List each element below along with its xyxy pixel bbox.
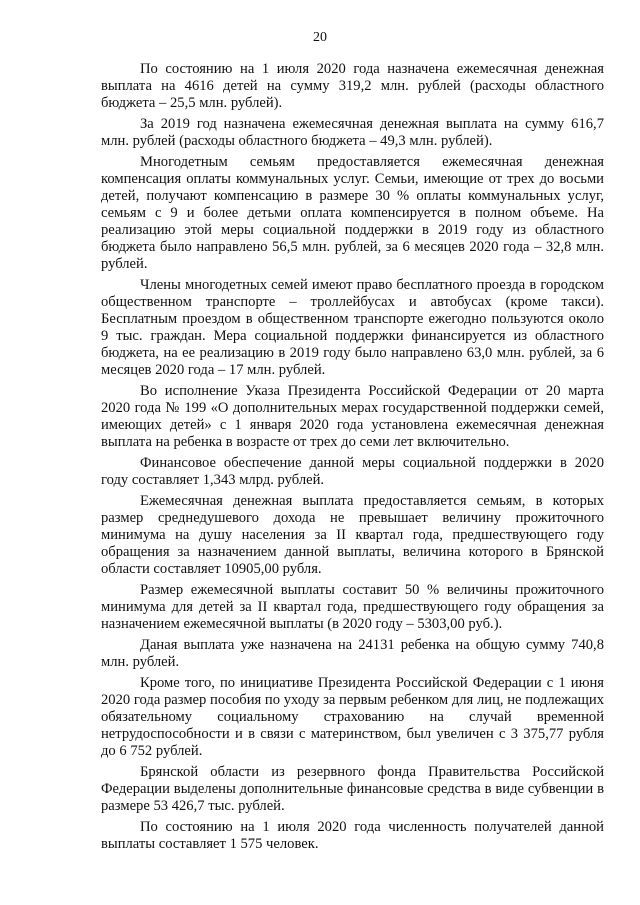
- paragraph-1: По состоянию на 1 июля 2020 года назначена ежемесячная денежная выплата на 4616 детей на сумму 319,2 млн. рублей (расходы областного бюджета – 25,5 млн. рублей).: [101, 61, 604, 111]
- paragraph-6: Финансовое обеспечение данной меры социальной поддержки в 2020 году составляет 1,343 млрд. рублей.: [101, 455, 604, 488]
- paragraph-11: Брянской области из резервного фонда Правительства Российской Федерации выделены дополнительные финансовые средства в виде субвенции в размере 53 426,7 тыс. рублей.: [101, 764, 604, 814]
- paragraph-12: По состоянию на 1 июля 2020 года численность получателей данной выплаты составляет 1 575 человек.: [101, 819, 604, 852]
- paragraph-9: Даная выплата уже назначена на 24131 ребенка на общую сумму 740,8 млн. рублей.: [101, 637, 604, 670]
- document-body: [101, 61, 604, 853]
- paragraph-7: Ежемесячная денежная выплата предоставляется семьям, в которых размер среднедушевого дохода не превышает величину прожиточного минимума на душу населения за II квартал года, предшествующего году обращения за назначением данной выплаты, величина которого в Брянской области составляет 10905,00 рубля.: [101, 493, 604, 577]
- paragraph-5: Во исполнение Указа Президента Российской Федерации от 20 марта 2020 года № 199 «О дополнительных мерах государственной поддержки семей, имеющих детей» с 1 января 2020 года установлена ежемесячная денежная выплата на ребенка в возрасте от трех до семи лет включительно.: [101, 383, 604, 450]
- paragraph-2: За 2019 год назначена ежемесячная денежная выплата на сумму 616,7 млн. рублей (расходы областного бюджета – 49,3 млн. рублей).: [101, 116, 604, 149]
- paragraph-8: Размер ежемесячной выплаты составит 50 % величины прожиточного минимума для детей за II квартал года, предшествующего году обращения за назначением ежемесячной выплаты (в 2020 году – 5303,00 руб.).: [101, 582, 604, 632]
- paragraph-3: Многодетным семьям предоставляется ежемесячная денежная компенсация оплаты коммунальных услуг. Семьи, имеющие от трех до восьми детей, получают компенсацию в размере 30 % оплаты коммунальных услуг, семьям с 9 и более детьми оплата компенсируется в полном объеме. На реализацию этой меры социальной поддержки в 2019 году из областного бюджета было направлено 56,5 млн. рублей, за 6 месяцев 2020 года – 32,8 млн. рублей.: [101, 154, 604, 272]
- paragraph-10: Кроме того, по инициативе Президента Российской Федерации с 1 июня 2020 года размер пособия по уходу за первым ребенком для лиц, не подлежащих обязательному социальному страхованию на случай временной нетрудоспособности и в связи с материнством, был увеличен с 3 375,77 рубля до 6 752 рублей.: [101, 675, 604, 759]
- page-number: 20: [313, 30, 327, 45]
- paragraph-4: Члены многодетных семей имеют право бесплатного проезда в городском общественном транспорте – троллейбусах и автобусах (кроме такси). Бесплатным проездом в общественном транспорте ежегодно пользуются около 9 тыс. граждан. Мера социальной поддержки финансируется из областного бюджета, на ее реализацию в 2019 году было направлено 63,0 млн. рублей, за 6 месяцев 2020 года – 17 млн. рублей.: [101, 277, 604, 378]
